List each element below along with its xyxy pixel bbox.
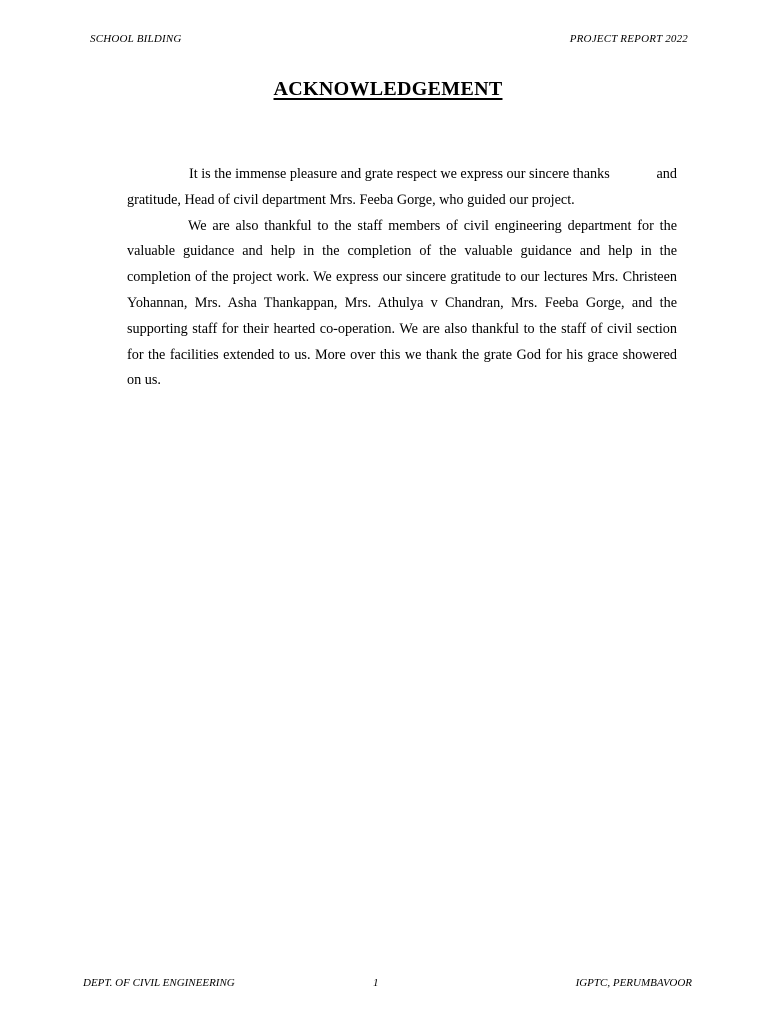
footer-right-text: IGPTC, PERUMBAVOOR [575,977,692,989]
page-number: 1 [373,977,379,989]
paragraph-1 [127,162,677,214]
paragraph-1-line-1-text: It is the immense pleasure and grate respect we express our sincere thanks [189,166,610,182]
header-right-text: PROJECT REPORT 2022 [569,33,688,45]
paragraph-2: We are also thankful to the staff members of civil engineering department for the valuable guidance and help in the completion of the valuable guidance and help in the completion of the project work. We express our sincere gratitude to our lectures Mrs. Christeen Yohannan, Mrs. Asha Thankappan, Mrs. Athulya v Chandran, Mrs. Feeba Gorge, and the supporting staff for their hearted co-operation. We are also thankful to the staff of civil section for the facilities extended to us. More over this we thank the grate God for his grace showered on us. [127,217,677,389]
paragraph-1-line-1-end: and [656,166,677,182]
footer-left-text: DEPT. OF CIVIL ENGINEERING [83,977,235,989]
paragraph-1-line-2: gratitude, Head of civil department Mrs. Feeba Gorge, who guided our project. [127,191,575,208]
acknowledgement-body [127,162,677,394]
paragraph-1-line-1 [127,162,677,188]
header-left-text: SCHOOL BILDING [90,33,182,45]
page-title: ACKNOWLEDGEMENT [273,78,503,100]
